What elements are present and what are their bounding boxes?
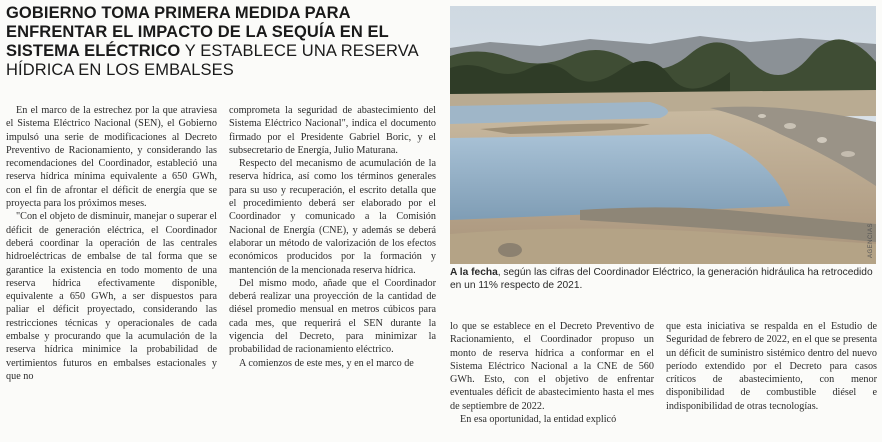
reservoir-photo bbox=[450, 6, 876, 264]
headline bbox=[6, 4, 436, 80]
article-column-1 bbox=[6, 104, 217, 438]
paragraph: En el marco de la estrechez por la que atraviesa el Sistema Eléctrico Nacional (SEN), el Gobierno impulsó una serie de modificaciones al Decreto Preventivo de Racionamiento, y considerando las recomendaciones del Coordinador, estableció una reserva hídrica mínima equivalente a 650 GWh, con el fin de afrontar el déficit de energía que se proyecta para los próximos meses. bbox=[6, 105, 217, 210]
paragraph: En esa oportunidad, la entidad explicó bbox=[460, 414, 617, 426]
article-column-3 bbox=[450, 320, 654, 438]
paragraph: "Con el objeto de disminuir, manejar o superar el déficit de generación eléctrica, el Coordinador deberá coordinar la operación de las centrales hidroeléctricas de embalse de tal forma que se garantice la existencia en todo momento de una reserva hídrica efectivamente disponible, equivalente a 650 GWh, a ser dispuestos para paliar el déficit proyectado, considerando las restricciones técnicas y operacionales de cada embalse y procurando que la acumulación de la reserva hídrica minimice la probabilidad de vertimientos futuros en embalses estacionales y que no bbox=[6, 211, 217, 382]
headline-light: Y ESTABLECE UNA RESERVA HÍDRICA EN LOS EMBALSES bbox=[6, 42, 418, 79]
caption-text: , según las cifras del Coordinador Eléctrico, la generación hidráulica ha retrocedido en un 11% respecto de 2021. bbox=[450, 267, 873, 291]
reservoir-illustration bbox=[450, 6, 876, 264]
photo-credit: AGENCIAS bbox=[868, 222, 874, 258]
paragraph: comprometa la seguridad de abastecimiento del Sistema Eléctrico Nacional", indica el documento firmado por el Presidente Gabriel Boric, y el subsecretario de Energía, Julio Maturana. bbox=[229, 105, 436, 156]
paragraph: A comienzos de este mes, y en el marco de bbox=[239, 357, 414, 369]
paragraph: Respecto del mecanismo de acumulación de la reserva hídrica, así como los términos generales para su uso y recuperación, el escrito detalla que el procedimiento deberá ser elaborado por el Coordinador y comunicado a la Comisión Nacional de Energía (CNE), y además se deberá elaborar un método de valorización de los efectos económicos producidos por la formación y mantención de la mencionada reserva hídrica. bbox=[229, 158, 436, 276]
paragraph: lo que se establece en el Decreto Preventivo de Racionamiento, el Coordinador propuso un monto de reserva hídrica a conformar en el Sistema Eléctrico Nacional a la CNE de 560 GWh. Esto, con el objetivo de enfrentar eventuales déficit de abastecimiento hasta el mes de septiembre de 2022. bbox=[450, 321, 654, 412]
caption-lead: A la fecha bbox=[450, 267, 498, 278]
paragraph: que esta iniciativa se respalda en el Estudio de Seguridad de febrero de 2022, en el que se presenta un déficit de suministro sistémico dentro del nuevo período extendido por el Decreto para casos críticos de abastecimiento, con menor disponibilidad de combustible diésel e indisponibilidad de otras tecnologías. bbox=[666, 321, 877, 412]
headline-bold: GOBIERNO TOMA PRIMERA MEDIDA PARA ENFRENTAR EL IMPACTO DE LA SEQUÍA EN EL SISTEMA ELÉCTRICO bbox=[6, 4, 389, 60]
photo-caption bbox=[450, 266, 876, 292]
article-column-4 bbox=[666, 320, 877, 438]
paragraph: Del mismo modo, añade que el Coordinador deberá realizar una proyección de la cantidad de diésel promedio mensual en metros cúbicos para cada mes, que requerirá el SEN durante la vigencia del Decreto, para minimizar la probabilidad de racionamiento eléctrico. bbox=[229, 277, 436, 356]
article-column-2 bbox=[229, 104, 436, 438]
